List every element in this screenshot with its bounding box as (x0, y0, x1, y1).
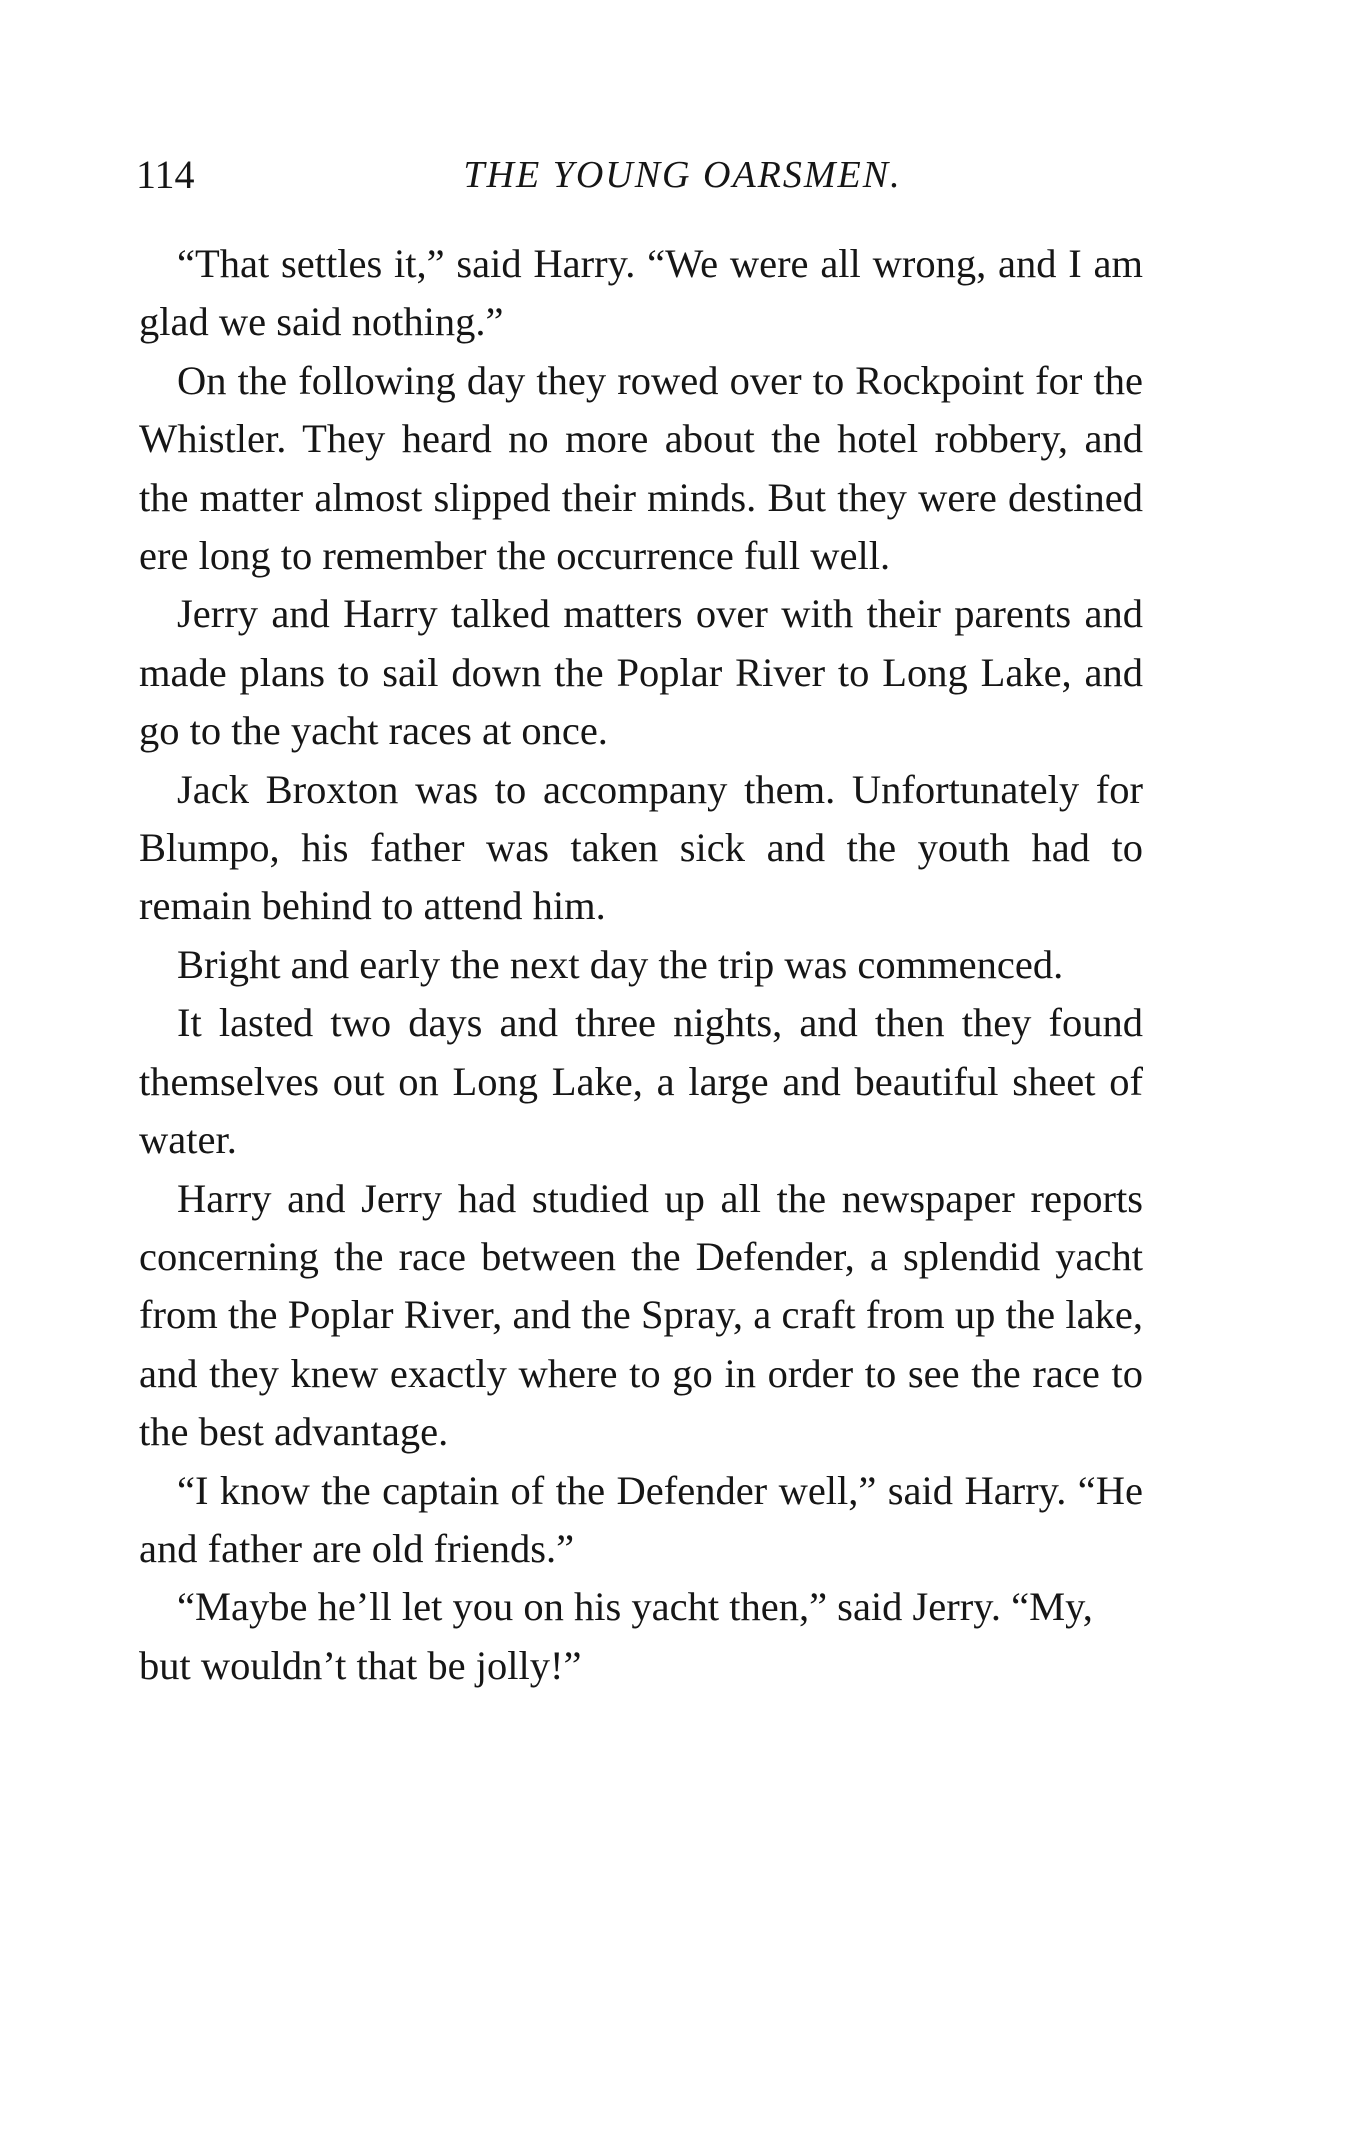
paragraph: “Maybe he’ll let you on his yacht then,” said Jerry. “My, but wouldn’t that be jolly!” (139, 1584, 1093, 1688)
paragraph: Jerry and Harry talked matters over with their parents and made plans to sail down the Poplar River to Long Lake, and go to the yacht races at once. (139, 591, 1143, 754)
paragraph: “That settles it,” said Harry. “We were all wrong, and I am glad we said nothing.” (139, 241, 1143, 345)
paragraph: “I know the captain of the Defender well,” said Harry. “He and father are old friends.” (139, 1467, 1143, 1571)
body-text (139, 235, 1143, 1695)
running-head: THE YOUNG OARSMEN. (463, 154, 902, 196)
paragraph: It lasted two days and three nights, and then they found themselves out on Long Lake, a large and beautiful sheet of water. (139, 1000, 1143, 1163)
paragraph: On the following day they rowed over to Rockpoint for the Whistler. They heard no more about the hotel robbery, and the matter almost slipped their minds. But they were destined ere long to remember the occurrence full well. (139, 357, 1143, 579)
paragraph: Harry and Jerry had studied up all the newspaper reports concerning the race between the Defender, a splendid yacht from the Poplar River, and the Spray, a craft from up the lake, and they knew exactly where to go in order to see the race to the best advantage. (139, 1175, 1143, 1455)
paragraph: Bright and early the next day the trip was commenced. (177, 941, 1064, 987)
page-number: 114 (136, 152, 195, 197)
paragraph: Jack Broxton was to accompany them. Unfortunately for Blumpo, his father was taken sick and the youth had to remain behind to attend him. (139, 766, 1143, 929)
